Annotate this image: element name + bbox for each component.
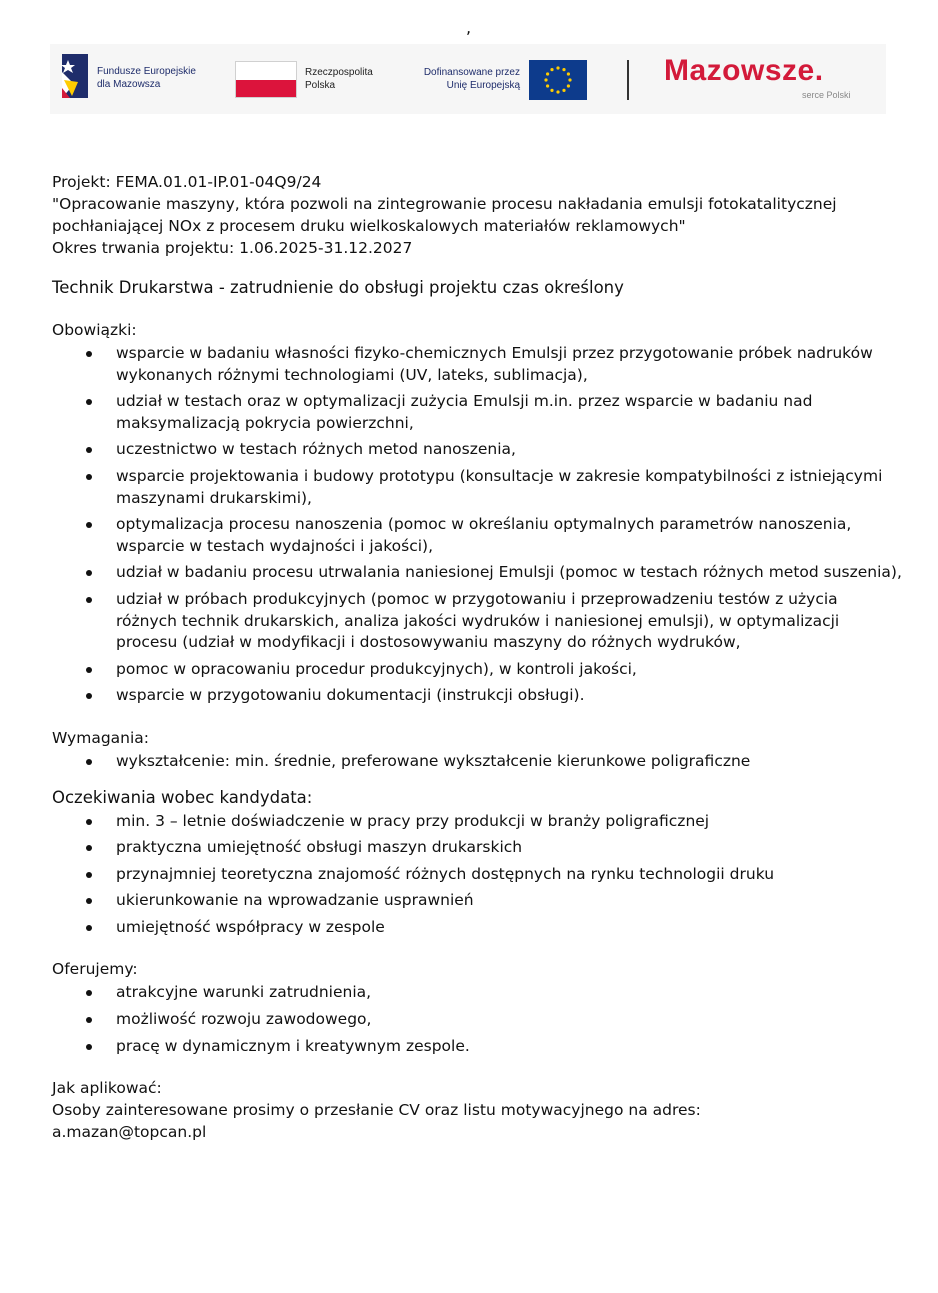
duties-title: Obowiązki: <box>52 321 137 339</box>
list-item: udział w badaniu procesu utrwalania naniesionej Emulsji (pomoc w testach różnych metod suszenia), <box>116 562 902 584</box>
list-item: wykształcenie: min. średnie, preferowane wykształcenie kierunkowe poligraficzne <box>116 751 902 773</box>
expectations-title: Oczekiwania wobec kandydata: <box>52 787 313 807</box>
list-item: optymalizacja procesu nanoszenia (pomoc w określaniu optymalnych parametrów nanoszenia, wsparcie w testach wydajności i jakości), <box>116 514 902 557</box>
apply-title: Jak aplikować: <box>52 1079 162 1098</box>
list-item: wsparcie projektowania i budowy prototypu (konsultacje w zakresie kompatybilności z istniejącymi maszynami drukarskimi), <box>116 466 902 509</box>
project-number: Projekt: FEMA.01.01-IP.01-04Q9/24 <box>52 173 322 191</box>
project-duration: Okres trwania projektu: 1.06.2025-31.12.2027 <box>52 239 413 257</box>
list-item: min. 3 – letnie doświadczenie w pracy przy produkcji w branży poligraficznej <box>116 811 902 833</box>
polish-flag-icon <box>235 61 297 98</box>
mazowsze-tagline: serce Polski <box>802 90 851 100</box>
offer-title: Oferujemy: <box>52 960 138 979</box>
rzeczpospolita-label: Rzeczpospolita Polska <box>305 67 373 91</box>
logo-bar <box>50 44 886 114</box>
list-item: praktyczna umiejętność obsługi maszyn drukarskich <box>116 837 902 859</box>
fundusze-europejskie-logo <box>60 54 90 98</box>
fundusze-europejskie-label: Fundusze Europejskie dla Mazowsza <box>97 66 196 90</box>
list-item: pracę w dynamicznym i kreatywnym zespole. <box>116 1036 902 1058</box>
list-item: uczestnictwo w testach różnych metod nanoszenia, <box>116 439 902 461</box>
list-item: udział w testach oraz w optymalizacji zużycia Emulsji m.in. przez wsparcie w badaniu nad maksymalizacją pokrycia powierzchni, <box>116 391 902 434</box>
project-title: "Opracowanie maszyny, która pozwoli na zintegrowanie procesu nakładania emulsji fotokatalitycznej pochłaniającej NOx z procesem druku wielkoskalowych materiałów reklamowych" <box>52 195 837 235</box>
requirements-list <box>52 751 902 773</box>
list-item: pomoc w opracowaniu procedur produkcyjnych), w kontroli jakości, <box>116 659 902 681</box>
mazowsze-logo: Mazowsze. <box>664 54 824 87</box>
logo-divider <box>627 60 629 100</box>
duties-list <box>52 343 902 707</box>
eu-funding-label: Dofinansowane przez Unię Europejską <box>423 67 520 91</box>
list-item: przynajmniej teoretyczna znajomość różnych dostępnych na rynku technologii druku <box>116 864 902 886</box>
apply-email[interactable]: a.mazan@topcan.pl <box>52 1123 207 1142</box>
job-offer-content <box>52 171 902 1143</box>
requirements-title: Wymagania: <box>52 728 150 747</box>
list-item: możliwość rozwoju zawodowego, <box>116 1009 902 1031</box>
expectations-list <box>52 811 902 939</box>
list-item: wsparcie w przygotowaniu dokumentacji (instrukcji obsługi). <box>116 685 902 707</box>
list-item: udział w próbach produkcyjnych (pomoc w przygotowaniu i przeprowadzeniu testów z użycia różnych technik drukarskich, analiza jakości wydruków i naniesionej emulsji), w optymalizacji procesu (udział w modyfikacji i dostosowywaniu maszyny do różnych wydruków, <box>116 589 902 654</box>
list-item: ukierunkowanie na wprowadzanie usprawnień <box>116 890 902 912</box>
eu-flag-icon <box>529 60 587 100</box>
job-title: Technik Drukarstwa - zatrudnienie do obsługi projektu czas określony <box>52 278 624 297</box>
list-item: umiejętność współpracy w zespole <box>116 917 902 939</box>
stray-comma: , <box>466 18 472 37</box>
list-item: wsparcie w badaniu własności fizyko-chemicznych Emulsji przez przygotowanie próbek nadruków wykonanych różnymi technologiami (UV, lateks, sublimacja), <box>116 343 902 386</box>
offer-list <box>52 982 902 1057</box>
list-item: atrakcyjne warunki zatrudnienia, <box>116 982 902 1004</box>
apply-text: Osoby zainteresowane prosimy o przesłanie CV oraz listu motywacyjnego na adres: <box>52 1101 701 1120</box>
